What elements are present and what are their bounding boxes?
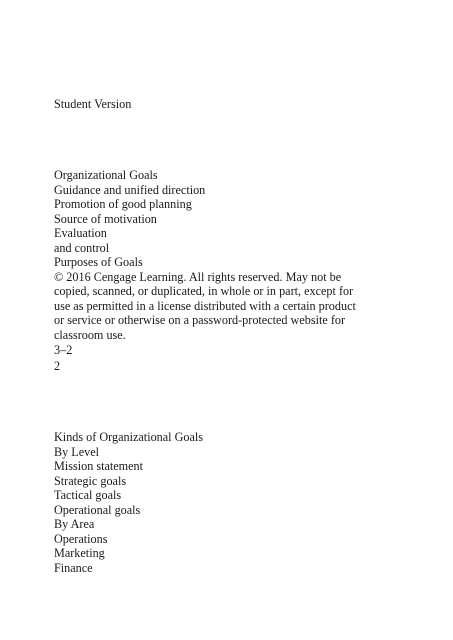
list-item: and control [54, 240, 110, 255]
subsection-title: Purposes of Goals [54, 255, 143, 270]
version-label: Student Version [54, 97, 132, 111]
slide-number: 3–2 [54, 342, 73, 357]
section-title: Organizational Goals [54, 168, 158, 182]
version-header [54, 97, 413, 112]
page-number-block [54, 359, 413, 374]
organizational-goals-section [54, 168, 413, 357]
subsection-title: By Level [54, 444, 100, 459]
kinds-of-goals-section [54, 430, 413, 575]
copyright-line: © 2016 Cengage Learning. All rights reserved. May not be [54, 269, 342, 284]
list-item: Source of motivation [54, 211, 157, 226]
list-item: Guidance and unified direction [54, 182, 206, 197]
page-number: 2 [54, 359, 61, 373]
copyright-line: or service or otherwise on a password-protected website for [54, 313, 346, 328]
subsection-title: By Area [54, 517, 95, 532]
list-item: Operational goals [54, 502, 141, 517]
list-item: Operations [54, 531, 108, 546]
list-item: Evaluation [54, 226, 107, 241]
list-item: Marketing [54, 546, 105, 561]
copyright-line: classroom use. [54, 328, 126, 343]
section-title: Kinds of Organizational Goals [54, 430, 204, 444]
list-item: Promotion of good planning [54, 197, 192, 212]
copyright-line: use as permitted in a license distributed with a certain product [54, 298, 356, 313]
list-item: Finance [54, 560, 93, 575]
list-item: Tactical goals [54, 488, 122, 503]
copyright-line: copied, scanned, or duplicated, in whole or in part, except for [54, 284, 354, 299]
list-item: Strategic goals [54, 473, 127, 488]
list-item: Mission statement [54, 459, 144, 474]
